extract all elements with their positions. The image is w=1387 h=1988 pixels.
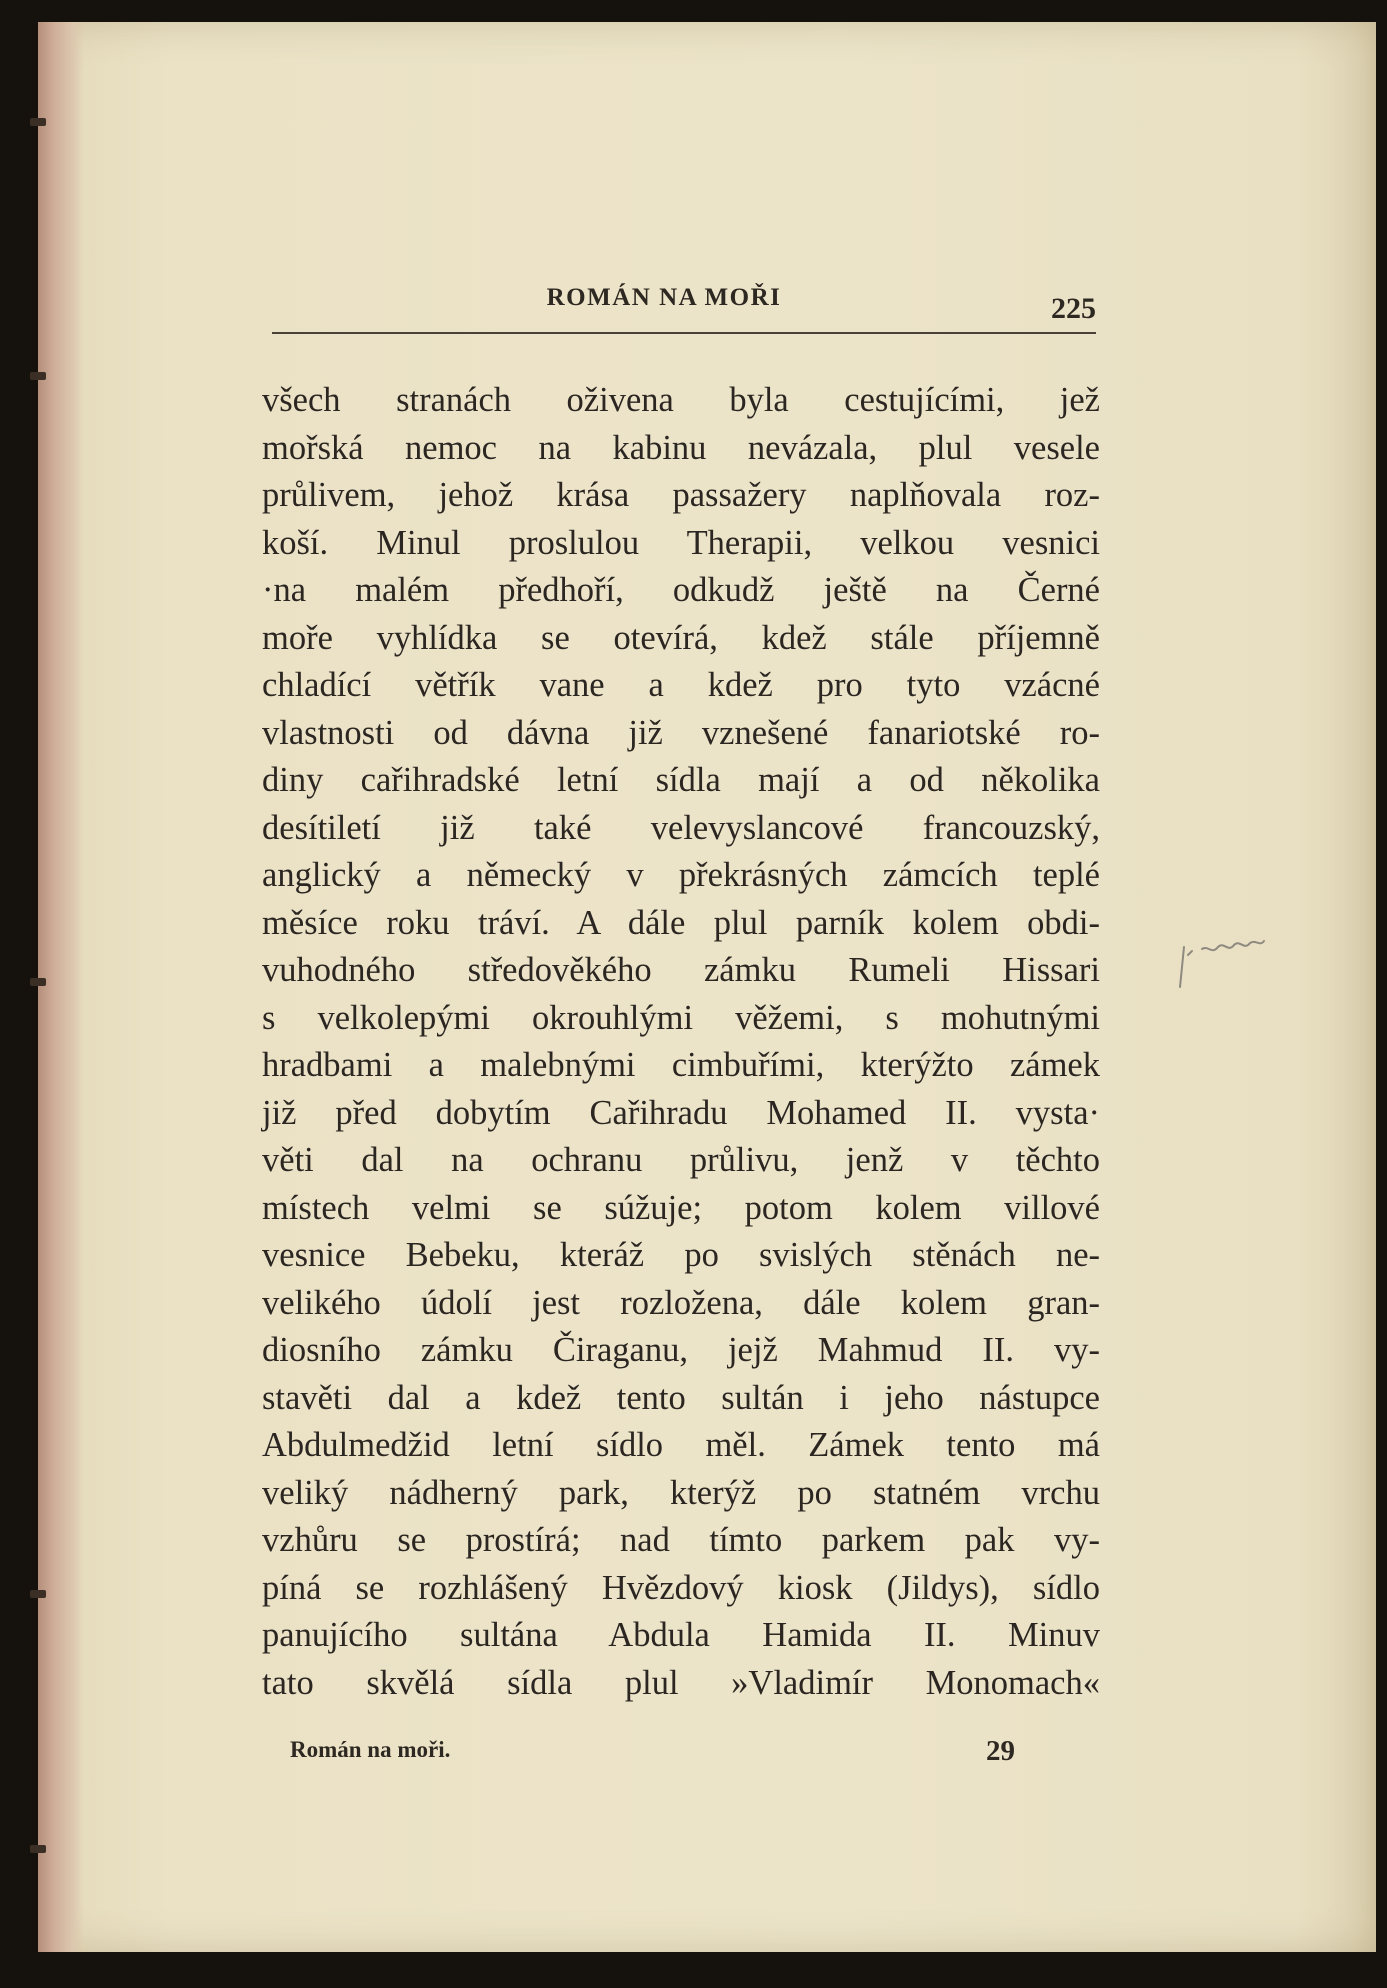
text-line: diny cařihradské letní sídla mají a od několika: [262, 761, 1100, 799]
text-line: vuhodného středověkého zámku Rumeli Hissari: [262, 951, 1100, 989]
text-line: vzhůru se prostírá; nad tímto parkem pak vy-: [262, 1521, 1100, 1559]
signature-footer: [290, 1735, 1030, 1775]
text-line: stavěti dal a kdež tento sultán i jeho nástupce: [262, 1378, 1100, 1417]
binding-nick: [30, 118, 46, 126]
text-line: hradbami a malebnými cimbuřími, kterýžto zámek: [262, 1046, 1100, 1084]
binding-nick: [30, 1845, 46, 1853]
text-line: všech stranách oživena byla cestujícími, jež: [262, 381, 1100, 419]
binding-nick: [30, 1590, 46, 1598]
page-gutter: [38, 22, 84, 1952]
text-line: s velkolepými okrouhlými věžemi, s mohutnými: [262, 998, 1100, 1037]
text-line: věti dal na ochranu průlivu, jenž v těchto: [262, 1141, 1100, 1179]
body-text: [262, 377, 1100, 1707]
page-number: 225: [1051, 292, 1096, 325]
text-line: velikého údolí jest rozložena, dále kolem gran-: [262, 1283, 1100, 1322]
text-line: Abdulmedžid letní sídlo měl. Zámek tento má: [262, 1426, 1100, 1464]
running-title: ROMÁN NA MOŘI: [546, 284, 782, 311]
text-line: veliký nádherný park, kterýž po statném vrchu: [262, 1473, 1100, 1512]
text-line: průlivem, jehož krása passažery naplňovala roz-: [262, 476, 1100, 514]
text-line: anglický a německý v překrásných zámcích teplé: [262, 856, 1100, 894]
binding-nick: [30, 978, 46, 986]
text-line: tato skvělá sídla plul »Vladimír Monomach«: [262, 1663, 1100, 1702]
text-line: již před dobytím Cařihradu Mohamed II. vysta·: [262, 1093, 1100, 1132]
text-line: píná se rozhlášený Hvězdový kiosk (Jildys), sídlo: [262, 1568, 1100, 1607]
text-line: ·na malém předhoří, odkudž ještě na Černé: [262, 571, 1100, 609]
signature-number: 29: [986, 1735, 1015, 1767]
text-line: měsíce roku tráví. A dále plul parník kolem obdi-: [262, 903, 1100, 942]
text-line: panujícího sultána Abdula Hamida II. Minuv: [262, 1616, 1100, 1654]
text-line: mořská nemoc na kabinu nevázala, plul vesele: [262, 428, 1100, 467]
text-line: místech velmi se súžuje; potom kolem villové: [262, 1188, 1100, 1227]
text-line: chladící větřík vane a kdež pro tyto vzácné: [262, 666, 1100, 704]
binding-nick: [30, 372, 46, 380]
signature-mark: Román na moři.: [290, 1737, 451, 1762]
text-line: koší. Minul proslulou Therapii, velkou vesnici: [262, 523, 1100, 562]
text-line: diosního zámku Čiraganu, jejž Mahmud II. vy-: [262, 1331, 1100, 1369]
text-line: desítiletí již také velevyslancové francouzský,: [262, 808, 1100, 847]
text-line: vesnice Bebeku, kteráž po svislých stěnách ne-: [262, 1236, 1100, 1274]
pencil-marginalia: [1178, 935, 1268, 995]
running-header: [272, 270, 1096, 334]
text-line: moře vyhlídka se otevírá, kdež stále příjemně: [262, 618, 1100, 657]
text-line: vlastnosti od dávna již vznešené fanariotské ro-: [262, 713, 1100, 752]
